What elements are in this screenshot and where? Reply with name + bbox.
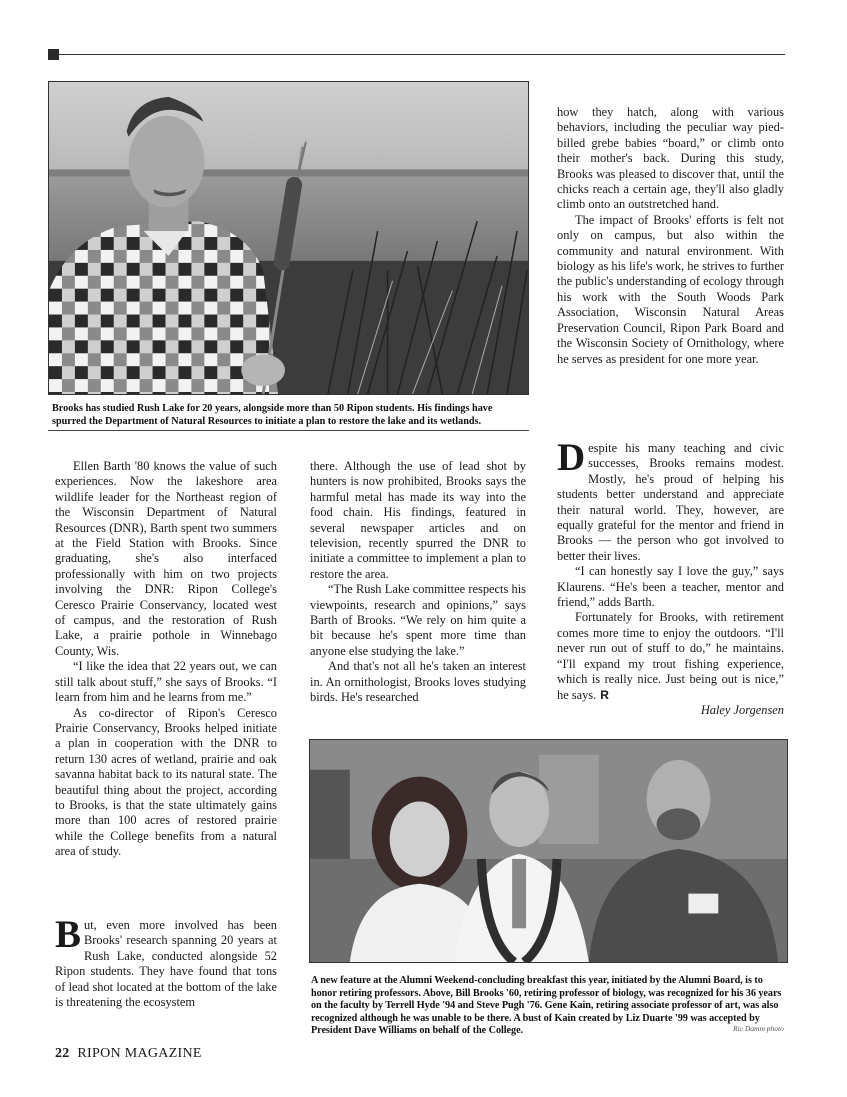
photo-alumni-breakfast — [309, 739, 788, 963]
paragraph: “I can honestly say I love the guy,” says Klaurens. “He's been a teacher, mentor and friend,” adds Barth. — [557, 564, 784, 610]
dropcap: B — [55, 913, 82, 956]
photo-caption-rush-lake: Brooks has studied Rush Lake for 20 years, alongside more than 50 Ripon students. His findings have spurred the Department of Natural Resources to initiate a plan to restore the lake and its wetlands. — [52, 403, 493, 427]
photo-brooks-rush-lake — [48, 81, 529, 395]
article-column-left — [55, 459, 277, 860]
page-footer — [55, 1046, 202, 1062]
article-column-left-continued — [55, 913, 277, 1010]
paragraph: Ellen Barth '80 knows the value of such experiences. Now the lakeshore area wildlife leader for the Northeast region of the Wisconsin Department of Natural Resources (DNR), Barth spent two summers at the Field Station with Brooks. Since graduating, she's also interfaced professionally with him on two projects involving the DNR: Ripon College's Ceresco Prairie Conservancy, located west of campus, and the restoration of Rush Lake, a prairie pothole in Winnebago County, Wis. — [55, 459, 277, 658]
paragraph-with-dropcap — [557, 436, 784, 564]
paragraph: “The Rush Lake committee respects his viewpoints, research and opinions,” says Barth of Brooks. “We rely on him quite a bit because he's spent more time than anyone else studying the lake.” — [310, 582, 526, 658]
header-square-ornament — [48, 49, 59, 60]
article-column-middle — [310, 459, 526, 706]
photo-caption-alumni: A new feature at the Alumni Weekend-concluding breakfast this year, initiated by the Alumni Board, is to honor retiring professors. Above, Bill Brooks '60, retiring professor of biology, was recognized for his 36 years on the faculty by Terrell Hyde '94 and Steve Pugh '76. Gene Kain, retiring associate professor of art, was also recognized although he was unable to be there. A bust of Kain created by Liz Duarte '99 was accepted by President Dave Williams on behalf of the College. — [311, 975, 782, 1037]
paragraph-with-dropcap — [55, 913, 277, 1010]
paragraph-text: espite his many teaching and civic successes, Brooks remains modest. Mostly, he's proud of helping his students better understand and appreciate their natural world. They, however, are equally grateful for the mentor and friend in Brooks — the person who got involved to better their lives. — [557, 441, 784, 563]
header-rule — [48, 54, 785, 55]
paragraph-text: ut, even more involved has been Brooks' research spanning 20 years at Rush Lake, conducted alongside 52 Ripon students. They have found that tons of lead shot located at the bottom of the lake is threatening the ecosystem — [55, 918, 277, 1010]
paragraph: And that's not all he's taken an interest in. An ornithologist, Brooks loves studying birds. He's researched — [310, 659, 526, 705]
paragraph: The impact of Brooks' efforts is felt not only on campus, but also within the community and natural environment. With biology as his life's work, he strives to further the public's understanding of ecology through his work with the South Woods Park Association, Wisconsin Natural Areas Preservation Council, Ripon Park Board and the Wisconsin Society of Ornithology, where he serves as president for one more year. — [557, 212, 784, 366]
byline: Haley Jorgensen — [700, 702, 784, 717]
page-number: 22 — [55, 1046, 70, 1061]
paragraph — [557, 610, 784, 702]
caption-divider — [48, 430, 529, 431]
dropcap: D — [557, 436, 586, 479]
article-column-right-bottom — [557, 436, 784, 718]
article-column-right-top — [557, 105, 784, 367]
photo-credit: Ric Damm photo — [733, 1024, 784, 1033]
paragraph-text: Fortunately for Brooks, with retirement comes more time to enjoy the outdoors. “I'll never run out of stuff to do,” he maintains. “I'll expand my trout fishing experience, which is really nice. Just being out is nice,” he says. — [557, 610, 784, 702]
paragraph: As co-director of Ripon's Ceresco Prairie Conservancy, Brooks helped initiate a plan in cooperation with the DNR to return 130 acres of wetland, prairie and oak savanna habitat back to its natural state. The beautiful thing about the project, according to Brooks, is that the state ultimately gains more than 100 acres of restored prairie while the College benefits from a natural area of study. — [55, 705, 277, 859]
paragraph: “I like the idea that 22 years out, we can still talk about stuff,” she says of Brooks. “I learn from him and he learns from me.” — [55, 659, 277, 705]
publication-name: RIPON MAGAZINE — [77, 1046, 202, 1061]
paragraph: there. Although the use of lead shot by hunters is now prohibited, Brooks says the harmful metal has made its way into the food chain. His findings, featured in several newspaper articles and on television, recently spurred the DNR to initiate a committee to implement a plan to restore the area. — [310, 459, 526, 581]
end-mark: R — [600, 687, 609, 702]
paragraph: how they hatch, along with various behaviors, including the peculiar way pied-billed grebe babies “board,” or climb onto their mother's back. During this study, Brooks was pleased to discover that, until the chicks reach a certain age, they'll also gladly climb onto an outstretched hand. — [557, 105, 784, 212]
